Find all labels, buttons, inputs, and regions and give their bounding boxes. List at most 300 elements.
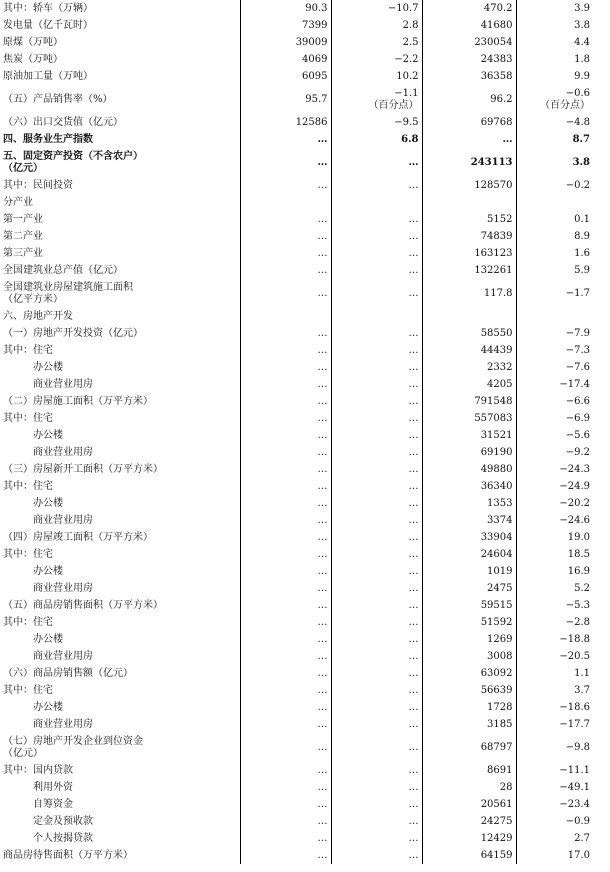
row-label-text: 自筹资金 <box>3 798 73 810</box>
cell-value: −7.6 <box>565 361 590 373</box>
row-label <box>0 495 240 512</box>
cell-value: … <box>317 446 328 458</box>
table-row <box>0 194 610 211</box>
cell-value: 12586 <box>295 116 328 128</box>
cell-value: … <box>408 230 419 242</box>
value-cell-col2 <box>331 51 422 68</box>
value-cell-col2 <box>331 34 422 51</box>
value-cell-col3 <box>422 376 516 393</box>
value-cell-col3 <box>422 68 516 85</box>
row-label <box>0 614 240 631</box>
value-cell-col4 <box>516 847 610 864</box>
value-cell-col3 <box>422 529 516 546</box>
cell-value: … <box>408 327 419 339</box>
cell-value: 8.7 <box>572 133 590 145</box>
cell-value: … <box>408 599 419 611</box>
row-label-unit: （亿元） <box>3 162 43 174</box>
value-cell-col2 <box>331 830 422 847</box>
cell-value: … <box>317 684 328 696</box>
cell-value: −5.6 <box>565 429 590 441</box>
cell-value: … <box>317 230 328 242</box>
value-cell-col3 <box>422 563 516 580</box>
cell-value: −18.6 <box>559 701 590 713</box>
value-cell-col3 <box>422 245 516 262</box>
value-cell-col2 <box>331 648 422 665</box>
value-cell-col2 <box>331 580 422 597</box>
cell-value: 1728 <box>487 701 513 713</box>
value-cell-col3 <box>422 631 516 648</box>
cell-value: 31521 <box>480 429 513 441</box>
value-cell-col2 <box>331 495 422 512</box>
value-cell-col1 <box>240 796 331 813</box>
cell-value: −9.8 <box>565 741 590 753</box>
cell-value: −6.9 <box>565 412 590 424</box>
cell-value: … <box>317 718 328 730</box>
value-cell-col4 <box>516 614 610 631</box>
value-cell-col3 <box>422 211 516 228</box>
table-row <box>0 393 610 410</box>
cell-value: 557083 <box>474 412 513 424</box>
cell-value: … <box>408 565 419 577</box>
table-row <box>0 546 610 563</box>
value-cell-col3 <box>422 779 516 796</box>
row-label-text: （五）商品房销售面积（万平方米） <box>3 599 163 611</box>
cell-value: … <box>317 849 328 861</box>
cell-value: −7.3 <box>565 344 590 356</box>
row-label-text: （四）房屋竣工面积（万平方米） <box>3 531 153 543</box>
row-label <box>0 148 240 177</box>
cell-value: … <box>408 247 419 259</box>
value-cell-col3 <box>422 813 516 830</box>
cell-value: … <box>408 849 419 861</box>
cell-value: … <box>317 633 328 645</box>
value-cell-col1 <box>240 194 331 211</box>
row-label <box>0 847 240 864</box>
value-cell-col3 <box>422 614 516 631</box>
value-cell-col3 <box>422 194 516 211</box>
cell-value: … <box>317 344 328 356</box>
value-cell-col4 <box>516 682 610 699</box>
cell-value: … <box>317 287 328 299</box>
value-cell-col4 <box>516 245 610 262</box>
cell-value: 1019 <box>487 565 513 577</box>
table-row <box>0 495 610 512</box>
cell-value: … <box>317 514 328 526</box>
cell-value: 24275 <box>480 815 513 827</box>
cell-value: … <box>408 741 419 753</box>
value-cell-col1 <box>240 148 331 177</box>
value-cell-col3 <box>422 478 516 495</box>
table-row <box>0 51 610 68</box>
row-label-text: 焦炭（万吨） <box>3 53 63 65</box>
cell-value: … <box>408 514 419 526</box>
value-cell-col3 <box>422 682 516 699</box>
cell-value: … <box>408 344 419 356</box>
cell-value: −17.4 <box>559 378 590 390</box>
cell-value: 33904 <box>480 531 513 543</box>
value-cell-col4 <box>516 597 610 614</box>
row-label <box>0 716 240 733</box>
value-cell-col1 <box>240 342 331 359</box>
value-cell-col2 <box>331 342 422 359</box>
value-cell-col1 <box>240 228 331 245</box>
table-row <box>0 733 610 762</box>
cell-value: 95.7 <box>305 93 328 105</box>
table-row <box>0 308 610 325</box>
row-label <box>0 342 240 359</box>
row-label <box>0 0 240 17</box>
cell-value: 44439 <box>480 344 513 356</box>
value-cell-col1 <box>240 830 331 847</box>
row-label-text: 个人按揭贷款 <box>3 832 93 844</box>
table-row <box>0 245 610 262</box>
value-cell-col1 <box>240 580 331 597</box>
row-label <box>0 262 240 279</box>
cell-value: … <box>317 565 328 577</box>
value-cell-col1 <box>240 34 331 51</box>
cell-value: 2475 <box>487 582 513 594</box>
value-cell-col3 <box>422 444 516 461</box>
cell-value: … <box>408 497 419 509</box>
value-cell-col1 <box>240 495 331 512</box>
cell-value: 791548 <box>474 395 513 407</box>
cell-value: 4.4 <box>574 36 590 48</box>
cell-value: … <box>317 395 328 407</box>
row-label <box>0 427 240 444</box>
cell-value: −7.9 <box>565 327 590 339</box>
cell-value: … <box>317 798 328 810</box>
cell-value: … <box>408 798 419 810</box>
value-cell-col4 <box>516 114 610 131</box>
value-cell-col3 <box>422 461 516 478</box>
cell-value: −11.1 <box>559 764 590 776</box>
cell-value: … <box>408 701 419 713</box>
value-cell-col3 <box>422 0 516 17</box>
value-cell-col3 <box>422 228 516 245</box>
value-cell-col1 <box>240 546 331 563</box>
cell-value: −1.1 <box>394 87 419 99</box>
row-label <box>0 648 240 665</box>
cell-value: … <box>408 781 419 793</box>
row-label <box>0 325 240 342</box>
cell-unit-note: （百分点） <box>540 99 590 111</box>
cell-value: … <box>408 179 419 191</box>
row-label-text: 全国建筑业房屋建筑施工面积 <box>3 281 133 293</box>
value-cell-col1 <box>240 733 331 762</box>
cell-value: … <box>408 264 419 276</box>
value-cell-col2 <box>331 245 422 262</box>
value-cell-col2 <box>331 177 422 194</box>
cell-value: 8.9 <box>574 230 590 242</box>
row-label-text: 商业营业用房 <box>3 446 93 458</box>
value-cell-col3 <box>422 308 516 325</box>
row-label-text: 办公楼 <box>3 633 63 645</box>
cell-value: … <box>408 480 419 492</box>
table-row <box>0 85 610 114</box>
table-row <box>0 427 610 444</box>
cell-value: … <box>408 156 419 168</box>
value-cell-col1 <box>240 211 331 228</box>
row-label <box>0 194 240 211</box>
table-row <box>0 34 610 51</box>
value-cell-col3 <box>422 279 516 308</box>
cell-value: 24604 <box>480 548 513 560</box>
cell-value: … <box>317 815 328 827</box>
value-cell-col4 <box>516 648 610 665</box>
cell-value: 58550 <box>480 327 513 339</box>
value-cell-col3 <box>422 796 516 813</box>
value-cell-col1 <box>240 648 331 665</box>
cell-value: … <box>408 684 419 696</box>
value-cell-col3 <box>422 393 516 410</box>
value-cell-col2 <box>331 427 422 444</box>
cell-value: … <box>408 446 419 458</box>
cell-value: … <box>317 480 328 492</box>
cell-value: … <box>408 650 419 662</box>
value-cell-col1 <box>240 512 331 529</box>
value-cell-col2 <box>331 376 422 393</box>
table-row <box>0 444 610 461</box>
value-cell-col2 <box>331 529 422 546</box>
cell-value: 18.5 <box>567 548 590 560</box>
row-label <box>0 68 240 85</box>
row-label-unit: （亿平方米） <box>3 293 63 305</box>
row-label-text: （六）出口交货值（亿元） <box>3 116 123 128</box>
row-label-text: 其中：轿车（万辆） <box>3 2 93 14</box>
cell-value: 2.5 <box>402 36 419 48</box>
value-cell-col3 <box>422 410 516 427</box>
cell-value: … <box>317 378 328 390</box>
row-label <box>0 830 240 847</box>
value-cell-col1 <box>240 597 331 614</box>
value-cell-col1 <box>240 813 331 830</box>
value-cell-col1 <box>240 393 331 410</box>
row-label <box>0 245 240 262</box>
value-cell-col1 <box>240 699 331 716</box>
value-cell-col4 <box>516 461 610 478</box>
value-cell-col1 <box>240 51 331 68</box>
cell-value: 3.8 <box>574 19 590 31</box>
row-label <box>0 393 240 410</box>
table-row <box>0 262 610 279</box>
value-cell-col2 <box>331 393 422 410</box>
cell-value: −49.1 <box>559 781 590 793</box>
value-cell-col2 <box>331 847 422 864</box>
cell-value: 4205 <box>487 378 513 390</box>
cell-value: 1.6 <box>574 247 590 259</box>
value-cell-col2 <box>331 410 422 427</box>
value-cell-col2 <box>331 131 422 148</box>
value-cell-col4 <box>516 665 610 682</box>
table-row <box>0 830 610 847</box>
value-cell-col1 <box>240 177 331 194</box>
row-label <box>0 699 240 716</box>
value-cell-col1 <box>240 85 331 114</box>
cell-value: … <box>317 650 328 662</box>
table-row <box>0 631 610 648</box>
value-cell-col4 <box>516 177 610 194</box>
value-cell-col2 <box>331 17 422 34</box>
value-cell-col2 <box>331 308 422 325</box>
row-label <box>0 228 240 245</box>
cell-value: 6095 <box>302 70 328 82</box>
cell-value: … <box>408 463 419 475</box>
cell-value: … <box>317 497 328 509</box>
cell-value: 69190 <box>480 446 513 458</box>
table-row <box>0 813 610 830</box>
value-cell-col2 <box>331 665 422 682</box>
cell-value: −20.2 <box>559 497 590 509</box>
cell-value: −24.6 <box>559 514 590 526</box>
table-row <box>0 177 610 194</box>
row-label-text: 商品房待售面积（万平方米） <box>3 849 133 861</box>
value-cell-col1 <box>240 847 331 864</box>
cell-value: 230054 <box>474 36 513 48</box>
row-label <box>0 410 240 427</box>
value-cell-col1 <box>240 245 331 262</box>
cell-value: 69768 <box>480 116 513 128</box>
table-row <box>0 796 610 813</box>
value-cell-col4 <box>516 279 610 308</box>
value-cell-col2 <box>331 614 422 631</box>
value-cell-col3 <box>422 830 516 847</box>
cell-value: 74839 <box>480 230 513 242</box>
value-cell-col4 <box>516 17 610 34</box>
value-cell-col3 <box>422 342 516 359</box>
row-label-text: 第一产业 <box>3 213 43 225</box>
row-label-text: 发电量（亿千瓦时） <box>3 19 93 31</box>
table-row <box>0 359 610 376</box>
value-cell-col2 <box>331 478 422 495</box>
table-row <box>0 580 610 597</box>
row-label <box>0 665 240 682</box>
value-cell-col2 <box>331 325 422 342</box>
cell-value: 3.9 <box>574 2 590 14</box>
value-cell-col3 <box>422 114 516 131</box>
row-label-text: （一）房地产开发投资（亿元） <box>3 327 143 339</box>
cell-value: … <box>317 531 328 543</box>
table-row <box>0 342 610 359</box>
value-cell-col4 <box>516 325 610 342</box>
cell-value: 243113 <box>470 156 513 168</box>
cell-value: … <box>317 264 328 276</box>
value-cell-col2 <box>331 194 422 211</box>
row-label <box>0 85 240 114</box>
cell-value: 39009 <box>295 36 328 48</box>
cell-value: 3374 <box>487 514 513 526</box>
value-cell-col4 <box>516 529 610 546</box>
value-cell-col2 <box>331 114 422 131</box>
value-cell-col2 <box>331 796 422 813</box>
value-cell-col3 <box>422 131 516 148</box>
cell-value: … <box>317 247 328 259</box>
row-label <box>0 211 240 228</box>
cell-value: 2.8 <box>402 19 419 31</box>
table-row <box>0 279 610 308</box>
value-cell-col4 <box>516 779 610 796</box>
cell-value: 5.2 <box>574 582 590 594</box>
cell-value: −6.6 <box>565 395 590 407</box>
cell-value: 1.1 <box>574 667 590 679</box>
value-cell-col3 <box>422 17 516 34</box>
value-cell-col3 <box>422 716 516 733</box>
value-cell-col4 <box>516 51 610 68</box>
value-cell-col1 <box>240 262 331 279</box>
cell-value: … <box>317 412 328 424</box>
row-label <box>0 512 240 529</box>
cell-value: −0.6 <box>565 87 590 99</box>
row-label-text: 其中：住宅 <box>3 480 53 492</box>
cell-value: … <box>408 429 419 441</box>
table-row <box>0 512 610 529</box>
value-cell-col1 <box>240 444 331 461</box>
value-cell-col3 <box>422 762 516 779</box>
value-cell-col4 <box>516 813 610 830</box>
cell-value: … <box>317 179 328 191</box>
value-cell-col2 <box>331 262 422 279</box>
value-cell-col1 <box>240 308 331 325</box>
value-cell-col3 <box>422 51 516 68</box>
value-cell-col4 <box>516 478 610 495</box>
row-label-text: 商业营业用房 <box>3 582 93 594</box>
row-label <box>0 563 240 580</box>
cell-value: 163123 <box>474 247 513 259</box>
table-row <box>0 131 610 148</box>
row-label-text: （六）商品房销售额（亿元） <box>3 667 133 679</box>
value-cell-col2 <box>331 699 422 716</box>
cell-value: −24.3 <box>559 463 590 475</box>
value-cell-col2 <box>331 682 422 699</box>
value-cell-col3 <box>422 85 516 114</box>
cell-value: … <box>317 781 328 793</box>
value-cell-col1 <box>240 478 331 495</box>
value-cell-col2 <box>331 359 422 376</box>
cell-value: … <box>408 378 419 390</box>
row-label <box>0 682 240 699</box>
cell-value: 3008 <box>487 650 513 662</box>
value-cell-col2 <box>331 631 422 648</box>
value-cell-col2 <box>331 546 422 563</box>
row-label <box>0 279 240 308</box>
value-cell-col4 <box>516 308 610 325</box>
value-cell-col1 <box>240 563 331 580</box>
cell-value: … <box>317 599 328 611</box>
row-label-text: 其中：住宅 <box>3 344 53 356</box>
cell-value: … <box>317 133 328 145</box>
row-label-text: 其中：住宅 <box>3 412 53 424</box>
row-label-text: （三）房屋新开工面积（万平方米） <box>3 463 163 475</box>
value-cell-col1 <box>240 779 331 796</box>
row-label-text: （七）房地产开发企业到位资金 <box>3 735 143 747</box>
value-cell-col4 <box>516 762 610 779</box>
value-cell-col3 <box>422 177 516 194</box>
value-cell-col4 <box>516 228 610 245</box>
cell-value: 56639 <box>480 684 513 696</box>
cell-value: … <box>408 213 419 225</box>
cell-value: 0.1 <box>574 213 590 225</box>
value-cell-col4 <box>516 131 610 148</box>
value-cell-col2 <box>331 228 422 245</box>
row-label-text: 办公楼 <box>3 565 63 577</box>
cell-value: −20.5 <box>559 650 590 662</box>
table-row <box>0 665 610 682</box>
row-label-text: 商业营业用房 <box>3 378 93 390</box>
row-label <box>0 546 240 563</box>
row-label-text: 办公楼 <box>3 701 63 713</box>
cell-value: 17.0 <box>567 849 590 861</box>
cell-value: … <box>317 701 328 713</box>
row-label-text: 其中：民间投资 <box>3 179 73 191</box>
